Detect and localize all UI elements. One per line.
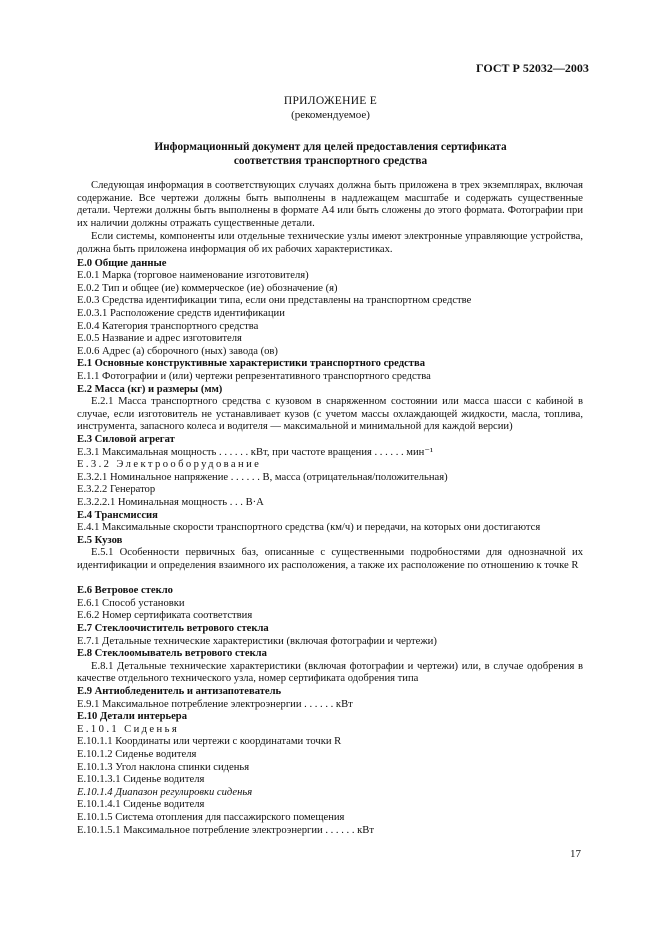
list-item: Е.1.1 Фотографии и (или) чертежи репрезентативного транспортного средства — [77, 370, 431, 382]
list-item: Е.6.2 Номер сертификата соответствия — [77, 610, 253, 622]
list-item: Е.5.1 Особенности первичных баз, описанные с существенными подробностями для однозначной их идентификации и определения взаимного их расположения, а также их расположение по отношению к точке R — [77, 547, 583, 571]
intro-paragraph-1: Следующая информация в соответствующих случаях должна быть приложена в трех экземплярах, включая содержание. Все чертежи должны быть выполнены в надлежащем масштабе и содержать существенные детали. Чертежи должны быть выполнены в формате А4 или быть сложены до этого формата. Фотографии при их наличии должны отражать существенные детали. — [77, 180, 583, 229]
list-item: Е.10.1.3 Угол наклона спинки сиденья — [77, 761, 250, 773]
document-title-line-1: Информационный документ для целей предоставления сертификата — [154, 141, 507, 153]
section-heading: Е.8 Стеклоомыватель ветрового стекла — [77, 648, 267, 660]
list-item: Е.8.1 Детальные технические характеристики (включая фотографии и чертежи) или, в случае одобрения в качестве отдельного технического узла, номер сертификата одобрения типа — [77, 660, 583, 685]
list-item: Е.10.1.4.1 Сиденье водителя — [77, 799, 205, 811]
section-heading: Е.3 Силовой агрегат — [77, 433, 175, 445]
section-heading: Е.4 Трансмиссия — [77, 509, 158, 521]
intro-paragraph-2: Если системы, компоненты или отдельные технические узлы имеют электронные управляющие устройства, должна быть приложена информация об их рабочих характеристиках. — [77, 231, 583, 255]
list-item: Е.6.1 Способ установки — [77, 597, 185, 609]
section-heading: Е.9 Антиобледенитель и антизапотеватель — [77, 685, 282, 697]
section-heading: Е.0 Общие данные — [77, 257, 167, 269]
list-item: Е.0.3 Средства идентификации типа, если они представлены на транспортном средстве — [77, 295, 472, 307]
document-code: ГОСТ Р 52032—2003 — [476, 61, 589, 75]
list-item: Е.3.2.2 Генератор — [77, 484, 156, 496]
list-item: Е.0.6 Адрес (а) сборочного (ных) завода (ов) — [77, 345, 278, 357]
appendix-title: ПРИЛОЖЕНИЕ Е — [283, 95, 378, 107]
list-item: Е.0.3.1 Расположение средств идентификации — [77, 307, 285, 319]
list-item: Е.4.1 Максимальные скорости транспортного средства (км/ч) и передачи, на которых они достигаются — [77, 522, 541, 534]
list-item: Е.10.1.3.1 Сиденье водителя — [77, 774, 205, 786]
list-item: Е.0.5 Название и адрес изготовителя — [77, 333, 242, 345]
list-item: Е.10.1.4 Диапазон регулировки сиденья — [77, 786, 253, 798]
document-title-line-2: соответствия транспортного средства — [233, 155, 428, 167]
section-heading: Е.6 Ветровое стекло — [77, 585, 173, 597]
list-item: Е.2.1 Масса транспортного средства с кузовом в снаряженном состоянии или масса шасси с кабиной в случае, если изготовитель не устанавливает кузов (с учетом массы охлаждающей жидкости, масла, топлива, инструмента, запасного колеса и водителя — максимальной и минимальной для каждой версии) — [77, 396, 583, 433]
section-heading: Е.1 Основные конструктивные характеристики транспортного средства — [77, 358, 426, 370]
list-item: Е.10.1.2 Сиденье водителя — [77, 748, 197, 760]
list-item: Е.9.1 Максимальное потребление электроэнергии . . . . . . кВт — [77, 698, 353, 710]
list-item: Е.10.1.5 Система отопления для пассажирского помещения — [77, 811, 345, 823]
list-item: Е.10.1.1 Координаты или чертежи с координатами точки R — [77, 736, 342, 748]
list-item: Е.7.1 Детальные технические характеристики (включая фотографии и чертежи) — [77, 635, 437, 647]
list-item: Е.10.1 Сиденья — [77, 723, 180, 735]
list-item: Е.3.2.2.1 Номинальная мощность . . . В·А — [77, 496, 264, 508]
list-item: Е.10.1.5.1 Максимальное потребление электроэнергии . . . . . . кВт — [77, 824, 374, 836]
list-item: Е.0.4 Категория транспортного средства — [77, 320, 259, 332]
section-heading: Е.2 Масса (кг) и размеры (мм) — [77, 383, 223, 395]
list-item: Е.3.2.1 Номинальное напряжение . . . . . . В, масса (отрицательная/положительная) — [77, 471, 448, 483]
list-item: Е.0.2 Тип и общее (ие) коммерческое (ие) обозначение (я) — [77, 282, 338, 294]
page-number: 17 — [570, 848, 581, 860]
section-heading: Е.7 Стеклоочиститель ветрового стекла — [77, 622, 269, 634]
list-item: Е.3.2 Электрооборудование — [77, 459, 262, 471]
section-heading: Е.10 Детали интерьера — [77, 711, 187, 723]
appendix-note: (рекомендуемое) — [291, 109, 370, 121]
list-item: Е.0.1 Марка (торговое наименование изготовителя) — [77, 270, 309, 282]
section-heading: Е.5 Кузов — [77, 534, 123, 546]
list-item: Е.3.1 Максимальная мощность . . . . . . кВт, при частоте вращения . . . . . . мин⁻¹ — [77, 446, 434, 458]
